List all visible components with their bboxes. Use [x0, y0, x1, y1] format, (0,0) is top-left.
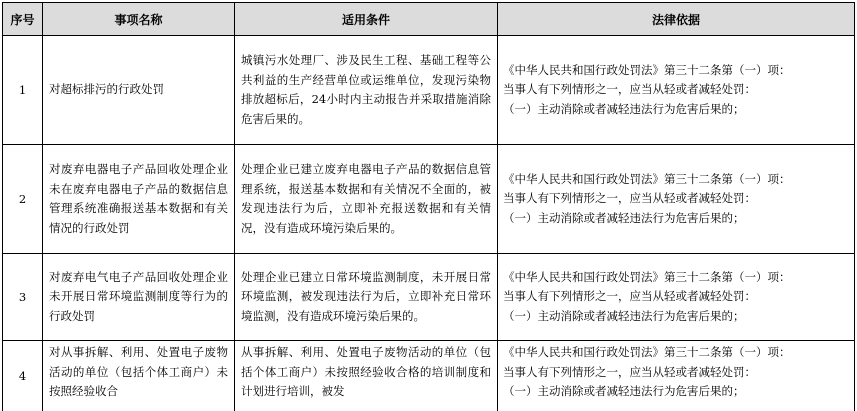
- item-name: 对从事拆解、利用、处置电子废物活动的单位（包括个体工商户）未按照经验收合: [43, 341, 235, 411]
- basis-line: 《中华人民共和国行政处罚法》第三十二条第（一）项：: [503, 62, 791, 77]
- item-basis: [498, 145, 855, 254]
- item-conditions: 处理企业已建立日常环境监测制度，未开展日常环境监测，被发现违法行为后，立即补充日常环境监测，没有造成环境污染后果的。: [235, 254, 498, 341]
- header-basis: 法律依据: [498, 3, 855, 36]
- table-row: [3, 145, 855, 254]
- item-name: 对超标排污的行政处罚: [43, 36, 235, 145]
- header-no: 序号: [3, 3, 43, 36]
- table-row: [3, 254, 855, 341]
- item-conditions: 处理企业已建立废弃电器电子产品的数据信息管理系统，报送基本数据和有关情况不全面的，被发现违法行为后，立即补充报送数据和有关情况，没有造成环境污染后果的。: [235, 145, 498, 254]
- basis-line: 《中华人民共和国行政处罚法》第三十二条第（一）项：: [503, 345, 791, 359]
- basis-line: 当事人有下列情形之一，应当从轻或者减轻处罚：: [503, 82, 756, 97]
- basis-line: 当事人有下列情形之一，应当从轻或者减轻处罚：: [503, 191, 756, 206]
- basis-line: 当事人有下列情形之一，应当从轻或者减轻处罚：: [503, 364, 756, 379]
- basis-line: （一）主动消除或者减轻违法行为危害后果的；: [503, 101, 745, 116]
- row-number: 2: [3, 145, 43, 254]
- basis-line: 《中华人民共和国行政处罚法》第三十二条第（一）项：: [503, 269, 791, 284]
- basis-line: （一）主动消除或者减轻违法行为危害后果的；: [503, 308, 745, 323]
- item-name: 对废弃电器电子产品回收处理企业未在废弃电器电子产品的数据信息管理系统准确报送基本数据和有关情况的行政处罚: [43, 145, 235, 254]
- item-basis: [498, 341, 855, 411]
- item-name: 对废弃电气电子产品回收处理企业未开展日常环境监测制度等行为的行政处罚: [43, 254, 235, 341]
- basis-line: （一）主动消除或者减轻违法行为危害后果的；: [503, 384, 745, 398]
- header-conditions: 适用条件: [235, 3, 498, 36]
- basis-line: 《中华人民共和国行政处罚法》第三十二条第（一）项：: [503, 171, 791, 186]
- header-name: 事项名称: [43, 3, 235, 36]
- row-number: 1: [3, 36, 43, 145]
- row-number: 3: [3, 254, 43, 341]
- row-number: 4: [3, 341, 43, 411]
- table-header-row: [3, 3, 855, 36]
- item-basis: [498, 36, 855, 145]
- penalty-table: [2, 2, 855, 411]
- item-basis: [498, 254, 855, 341]
- item-conditions: 城镇污水处理厂、涉及民生工程、基础工程等公共利益的生产经营单位或运维单位，发现污染物排放超标后，24小时内主动报告并采取措施消除危害后果的。: [235, 36, 498, 145]
- basis-line: 当事人有下列情形之一，应当从轻或者减轻处罚：: [503, 289, 756, 304]
- item-conditions: 从事拆解、利用、处置电子废物活动的单位（包括个体工商户）未按照经验收合格的培训制度和计划进行培训，被发: [235, 341, 498, 411]
- table-row: [3, 36, 855, 145]
- table-row: [3, 341, 855, 411]
- basis-line: （一）主动消除或者减轻违法行为危害后果的；: [503, 210, 745, 225]
